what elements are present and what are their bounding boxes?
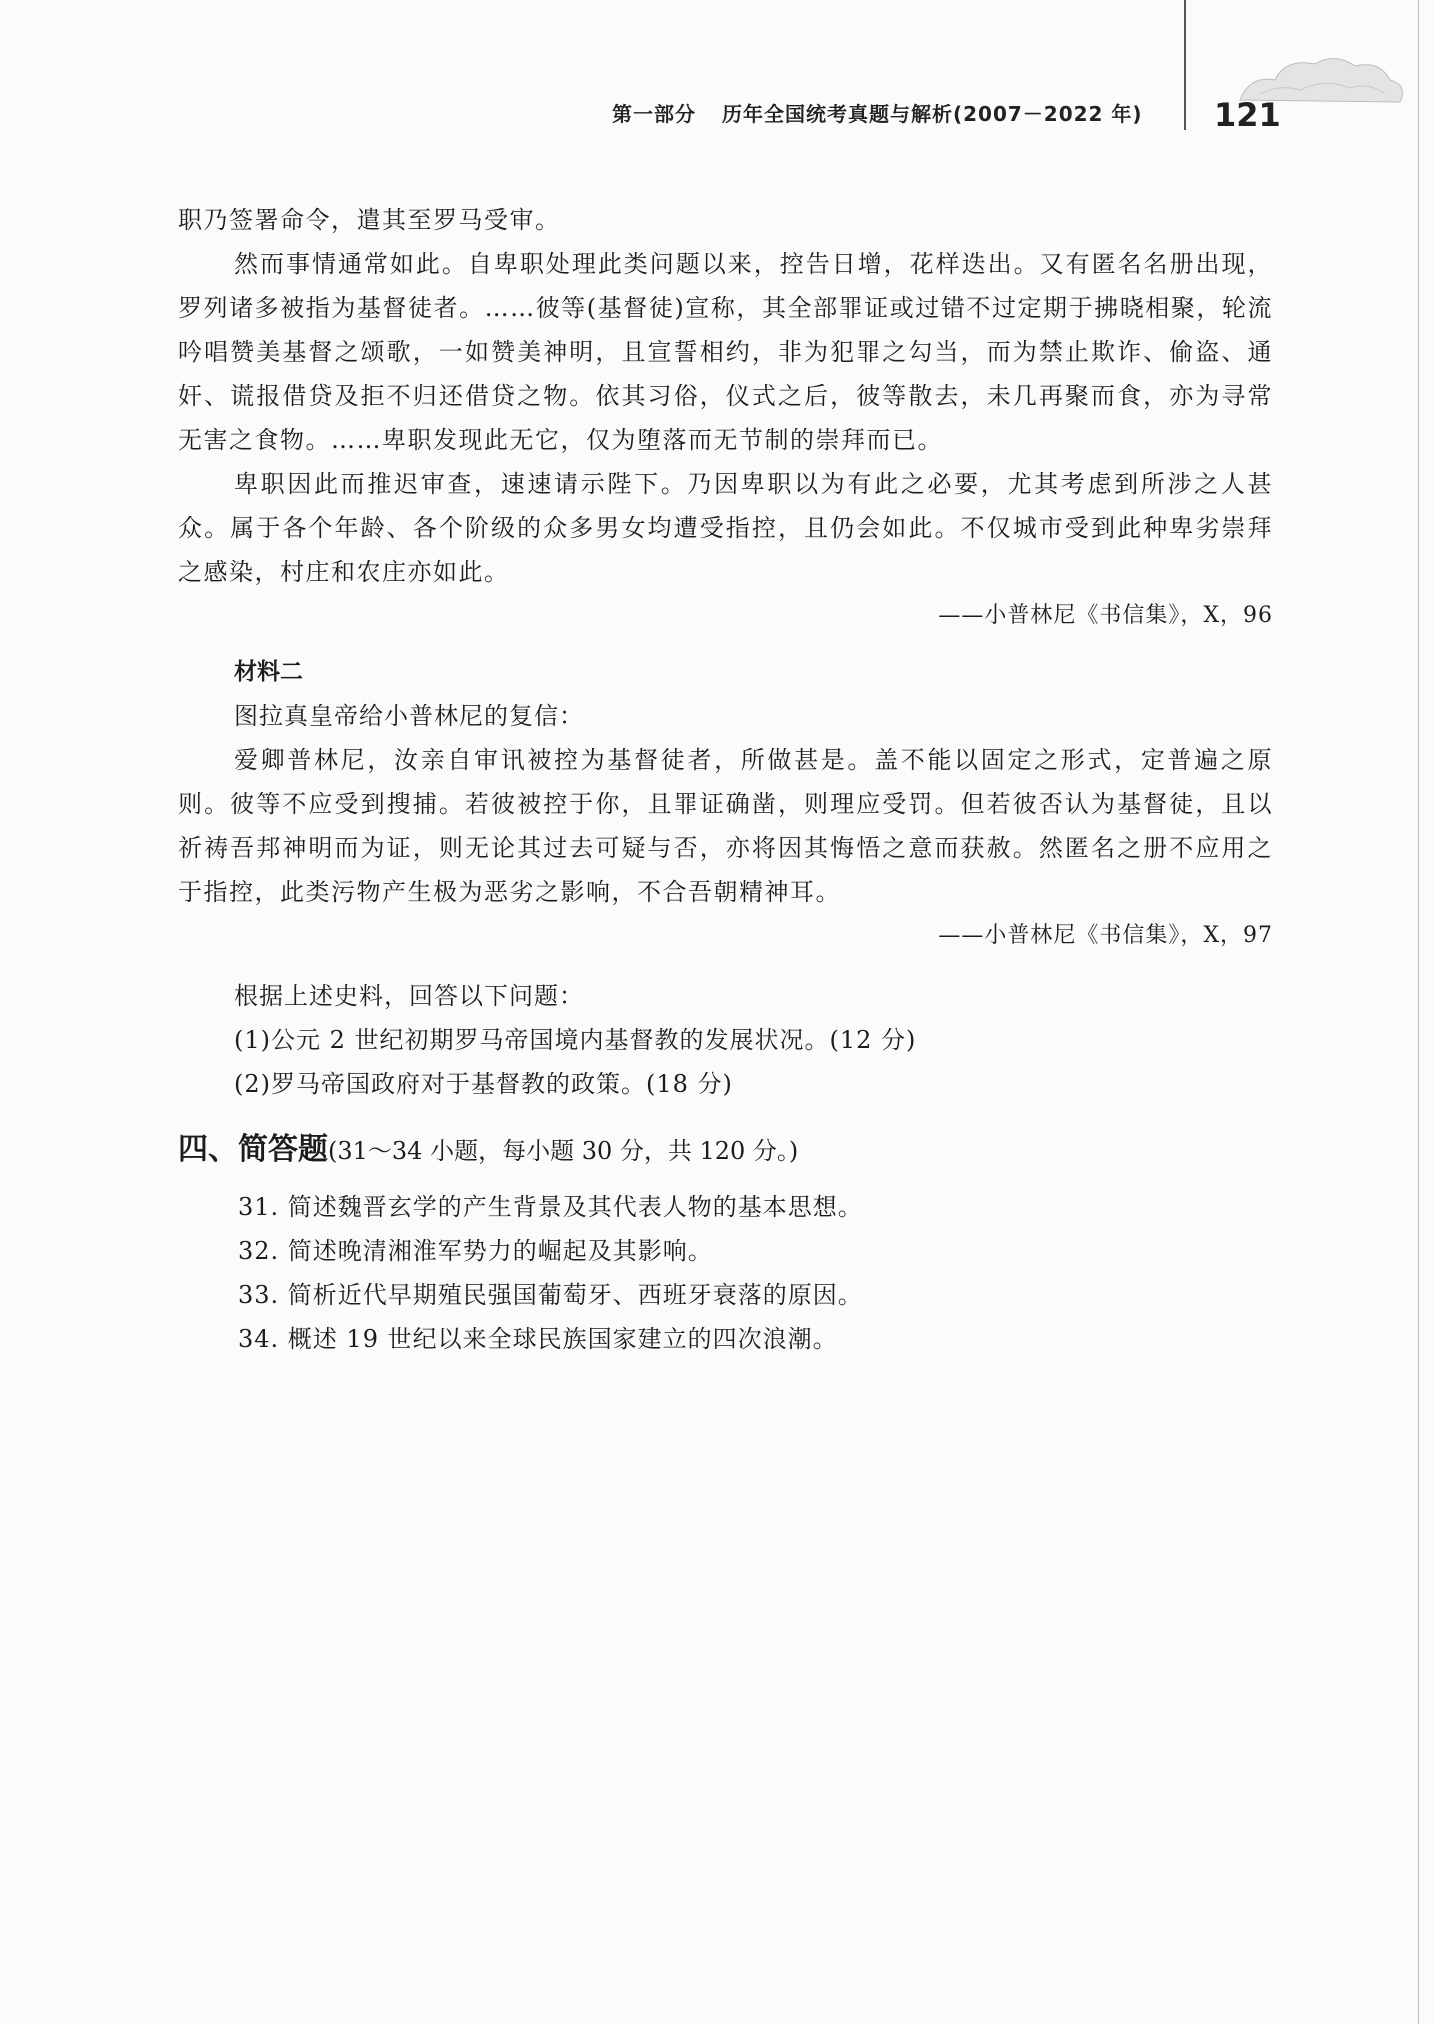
material1-citation: ——小普林尼《书信集》，X，96 [938,603,1273,628]
question-34: 34. 概述 19 世纪以来全球民族国家建立的四次浪潮。 [238,1325,838,1353]
question-2: (2)罗马帝国政府对于基督教的政策。(18 分) [234,1070,733,1098]
running-header [612,98,1143,127]
question-32: 32. 简述晚清湘淮军势力的崛起及其影响。 [238,1237,713,1265]
question-33: 33. 简析近代早期殖民强国葡萄牙、西班牙衰落的原因。 [238,1281,863,1309]
section-4-questions [178,1185,1273,1361]
page-number: 121 [1214,96,1281,134]
page-content [178,198,1273,1361]
material2-citation: ——小普林尼《书信集》，X，97 [938,923,1273,948]
section-4-heading [178,1124,1273,1177]
material1-paragraph-2: 然而事情通常如此。自卑职处理此类问题以来，控告日增，花样迭出。又有匿名名册出现，罗列诸多被指为基督徒者。……彼等(基督徒)宣称，其全部罪证或过错不过定期于拂晓相聚，轮流吟唱赞美基督之颂歌，一如赞美神明，且宣誓相约，非为犯罪之勾当，而为禁止欺诈、偷盗、通奸、谎报借贷及拒不归还借贷之物。依其习俗，仪式之后，彼等散去，未几再聚而食，亦为寻常无害之食物。……卑职发现此无它，仅为堕落而无节制的崇拜而已。 [178,250,1273,454]
section-4-title: 四、简答题 [178,1132,328,1167]
material2-paragraph: 爱卿普林尼，汝亲自审讯被控为基督徒者，所做甚是。盖不能以固定之形式，定普遍之原则。彼等不应受到搜捕。若彼被控于你，且罪证确凿，则理应受罚。但若彼否认为基督徒，且以祈祷吾邦神明而为证，则无论其过去可疑与否，亦将因其悔悟之意而获赦。然匿名之册不应用之于指控，此类污物产生极为恶劣之影响，不合吾朝精神耳。 [178,746,1273,906]
material2-intro: 图拉真皇帝给小普林尼的复信： [234,702,584,730]
material1-paragraph-3: 卑职因此而推迟审查，速速请示陛下。乃因卑职以为有此之必要，尤其考虑到所涉之人甚众。属于各个年龄、各个阶级的众多男女均遭受指控，且仍会如此。不仅城市受到此种卑劣崇拜之感染，村庄和农庄亦如此。 [178,470,1273,586]
question-1: (1)公元 2 世纪初期罗马帝国境内基督教的发展状况。(12 分) [234,1026,917,1054]
question-31: 31. 简述魏晋玄学的产生背景及其代表人物的基本思想。 [238,1193,863,1221]
section-4-note: (31～34 小题，每小题 30 分，共 120 分。) [328,1137,799,1165]
binding-line-left [1184,0,1186,130]
header-title: 历年全国统考真题与解析(2007－2022 年) [722,102,1143,126]
binding-line-right [1418,0,1419,2024]
header-part: 第一部分 [612,102,696,126]
questions-intro: 根据上述史料，回答以下问题： [234,982,584,1010]
material2-heading: 材料二 [234,659,303,685]
material1-paragraph-1: 职乃签署命令，遣其至罗马受审。 [178,206,561,234]
